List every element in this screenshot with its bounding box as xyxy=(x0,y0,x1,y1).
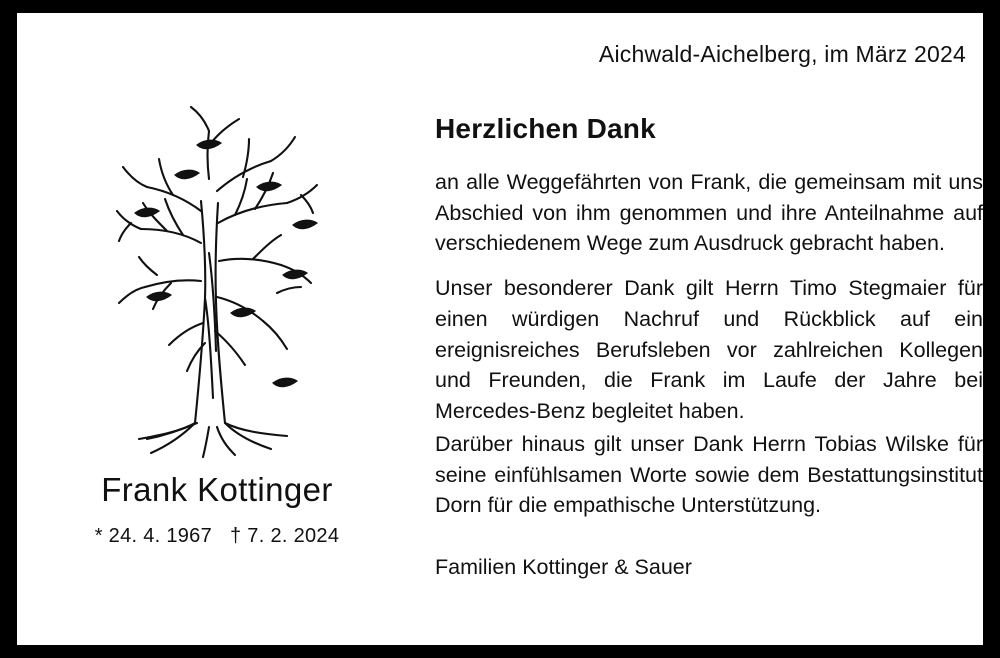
thanks-paragraph-3: Darüber hinaus gilt unser Dank Herrn Tobias Wilske für seine einfühlsamen Worte sowie dem Bestattungsinstitut Dorn für die empathische Unterstützung. xyxy=(435,431,983,518)
birth-date: * 24. 4. 1967 xyxy=(94,525,213,547)
thanks-heading: Herzlichen Dank xyxy=(435,113,656,144)
thanks-paragraph-1: an alle Weggefährten von Frank, die gemeinsam mit uns Abschied von ihm genommen und ihre Anteilnahme auf verschiedenem Wege zum Ausdruck gebracht haben. xyxy=(435,170,983,256)
deceased-name: Frank Kottinger xyxy=(101,471,333,508)
memorial-right-column xyxy=(435,113,983,580)
thanks-paragraph-2: Unser besonderer Dank gilt Herrn Timo Stegmaier für einen würdigen Nachruf und Rückblick auf ein ereignisreiches Berufsleben vor zahlreichen Kollegen und Freunden, die Frank im Laufe der Jahre bei Mercedes-Benz begleitet haben. xyxy=(435,276,983,424)
memorial-left-column xyxy=(17,83,417,548)
death-date: † 7. 2. 2024 xyxy=(230,525,340,547)
tree-illustration xyxy=(87,83,347,463)
family-signature: Familien Kottinger & Sauer xyxy=(435,555,692,580)
dateline: Aichwald-Aichelberg, im März 2024 xyxy=(598,41,966,67)
life-dates xyxy=(17,525,417,548)
obituary-card xyxy=(17,13,983,645)
